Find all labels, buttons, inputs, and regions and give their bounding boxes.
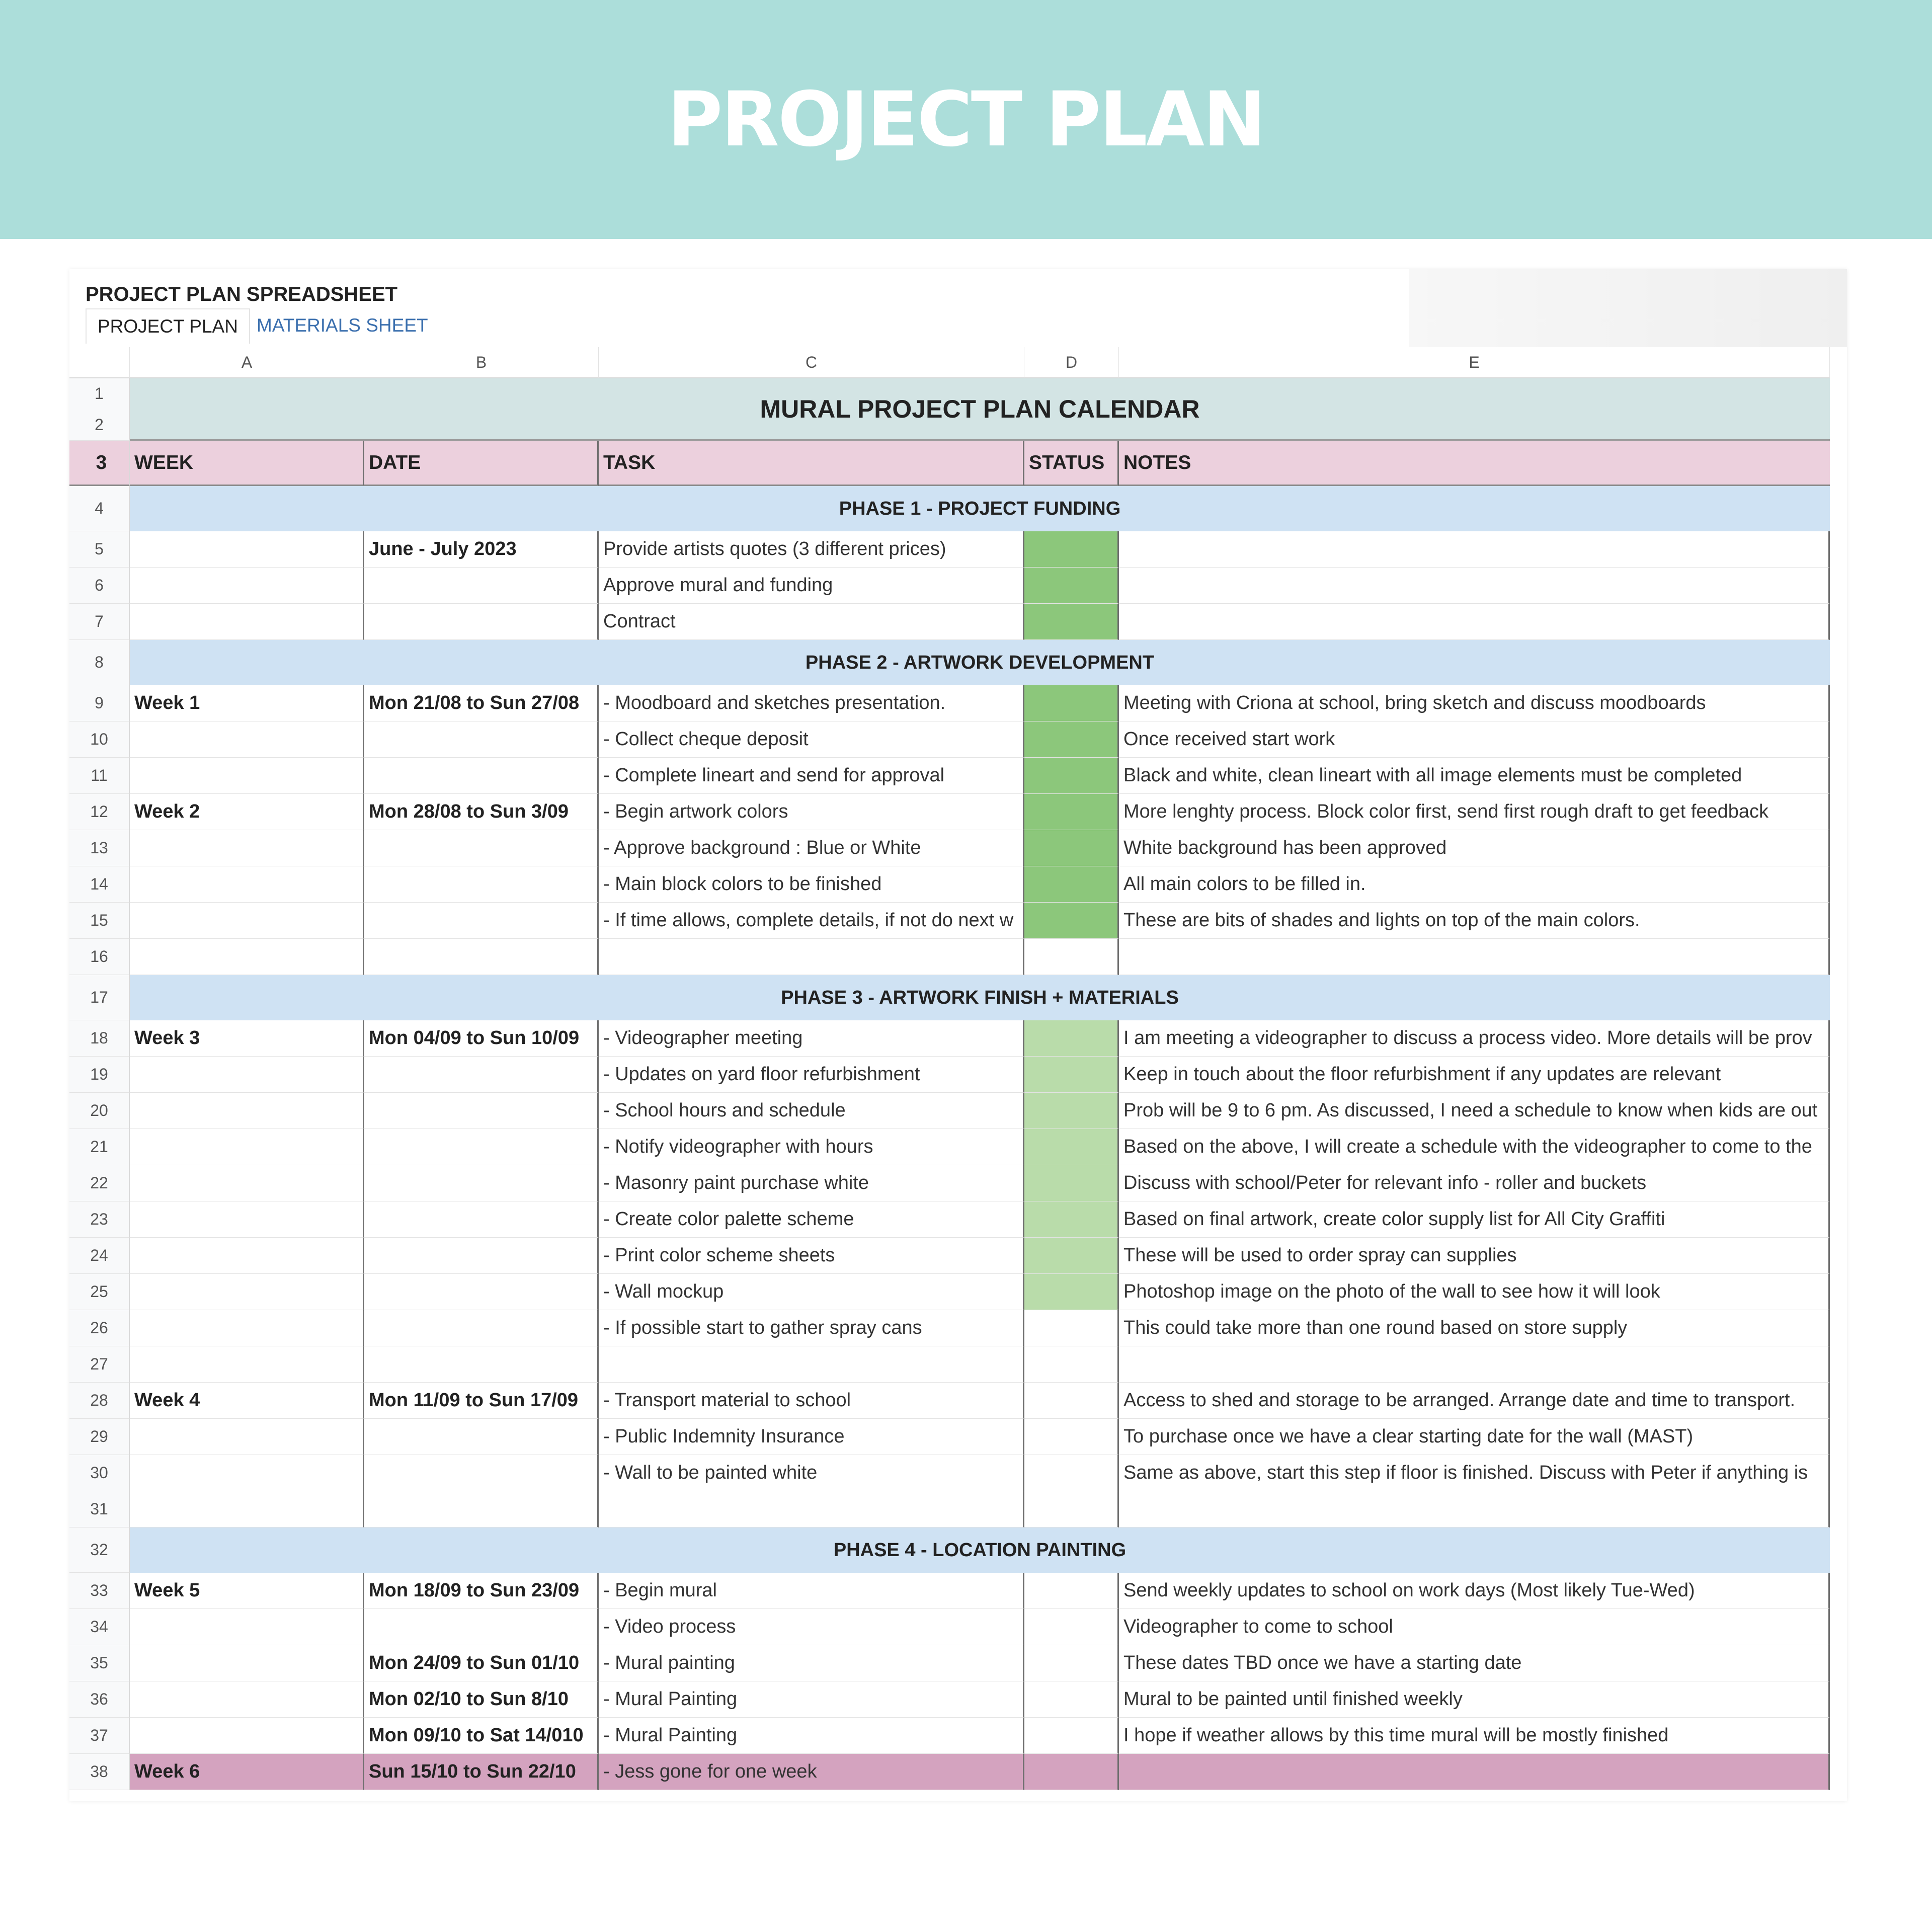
sheet-row xyxy=(69,604,1847,640)
sheet-row xyxy=(69,830,1847,866)
sheet-header xyxy=(69,269,1847,350)
date-cell[interactable]: Mon 28/08 to Sun 3/09 xyxy=(364,794,599,830)
status-cell[interactable] xyxy=(1024,531,1119,568)
notes-cell[interactable]: More lenghty process. Block color first, send first rough draft to get feedback xyxy=(1119,794,1830,830)
week-cell[interactable] xyxy=(130,1165,364,1201)
column-title-date[interactable]: DATE xyxy=(364,441,599,486)
week-cell[interactable] xyxy=(130,1057,364,1093)
row-number[interactable]: 8 xyxy=(69,640,130,685)
row-number[interactable]: 7 xyxy=(69,604,130,640)
sheet-row xyxy=(69,1057,1847,1093)
phase-heading: PHASE 3 - ARTWORK FINISH + MATERIALS xyxy=(130,975,1830,1020)
date-cell[interactable] xyxy=(364,939,599,975)
sheet-row xyxy=(69,1419,1847,1455)
status-cell[interactable] xyxy=(1024,1383,1119,1419)
sheet-row xyxy=(69,1455,1847,1491)
sheet-row xyxy=(69,794,1847,830)
date-cell[interactable]: Mon 11/09 to Sun 17/09 xyxy=(364,1383,599,1419)
date-cell[interactable] xyxy=(364,604,599,640)
date-cell[interactable] xyxy=(364,1491,599,1527)
task-cell[interactable]: - Wall mockup xyxy=(599,1274,1024,1310)
column-header-row xyxy=(69,347,1847,378)
status-cell[interactable] xyxy=(1024,1609,1119,1645)
week-cell[interactable] xyxy=(130,1681,364,1718)
task-cell[interactable] xyxy=(599,1346,1024,1383)
row-number[interactable]: 36 xyxy=(69,1681,130,1718)
sheet-row xyxy=(69,1310,1847,1346)
task-cell[interactable]: - Notify videographer with hours xyxy=(599,1129,1024,1165)
week-cell[interactable] xyxy=(130,866,364,903)
task-cell[interactable]: - Masonry paint purchase white xyxy=(599,1165,1024,1201)
notes-cell[interactable]: All main colors to be filled in. xyxy=(1119,866,1830,903)
date-cell[interactable]: Mon 09/10 to Sat 14/010 xyxy=(364,1718,599,1754)
sheet-row xyxy=(69,1527,1847,1573)
corner-cell[interactable] xyxy=(69,347,130,378)
task-cell[interactable]: - Complete lineart and send for approval xyxy=(599,758,1024,794)
date-cell[interactable]: Mon 21/08 to Sun 27/08 xyxy=(364,685,599,721)
column-header-e[interactable]: E xyxy=(1119,347,1830,378)
row-number[interactable]: 5 xyxy=(69,531,130,568)
week-cell[interactable]: Week 1 xyxy=(130,685,364,721)
row-number[interactable]: 20 xyxy=(69,1093,130,1129)
row-number[interactable]: 34 xyxy=(69,1609,130,1645)
row-number[interactable]: 29 xyxy=(69,1419,130,1455)
tab-project-plan[interactable]: PROJECT PLAN xyxy=(86,308,250,344)
notes-cell[interactable]: Discuss with school/Peter for relevant info - roller and buckets xyxy=(1119,1165,1830,1201)
calendar-title: MURAL PROJECT PLAN CALENDAR xyxy=(130,378,1830,441)
date-cell[interactable] xyxy=(364,568,599,604)
date-cell[interactable]: Mon 18/09 to Sun 23/09 xyxy=(364,1573,599,1609)
status-cell[interactable] xyxy=(1024,685,1119,721)
week-cell[interactable]: Week 4 xyxy=(130,1383,364,1419)
task-cell[interactable]: - Wall to be painted white xyxy=(599,1455,1024,1491)
row-number[interactable]: 31 xyxy=(69,1491,130,1527)
task-cell[interactable]: - Mural Painting xyxy=(599,1718,1024,1754)
week-cell[interactable] xyxy=(130,1609,364,1645)
tab-materials-sheet[interactable]: MATERIALS SHEET xyxy=(257,315,428,336)
week-cell[interactable] xyxy=(130,604,364,640)
sheet-row xyxy=(69,486,1847,531)
week-cell[interactable] xyxy=(130,1129,364,1165)
row-number[interactable]: 35 xyxy=(69,1645,130,1681)
row-number[interactable]: 14 xyxy=(69,866,130,903)
week-cell[interactable] xyxy=(130,830,364,866)
date-cell[interactable]: Mon 02/10 to Sun 8/10 xyxy=(364,1681,599,1718)
row-number[interactable]: 9 xyxy=(69,685,130,721)
week-cell[interactable]: Week 3 xyxy=(130,1020,364,1057)
date-cell[interactable] xyxy=(364,1310,599,1346)
notes-cell[interactable]: Photoshop image on the photo of the wall to see how it will look xyxy=(1119,1274,1830,1310)
sheet-row xyxy=(69,1383,1847,1419)
sheet-row xyxy=(69,1020,1847,1057)
row-number-label: 1 xyxy=(95,384,104,403)
sheet-row xyxy=(69,1573,1847,1609)
status-cell[interactable] xyxy=(1024,1573,1119,1609)
status-cell[interactable] xyxy=(1024,604,1119,640)
sheet-row xyxy=(69,1129,1847,1165)
header-banner xyxy=(0,0,1932,239)
status-cell[interactable] xyxy=(1024,1165,1119,1201)
task-cell[interactable]: - Collect cheque deposit xyxy=(599,721,1024,758)
row-number[interactable]: 27 xyxy=(69,1346,130,1383)
row-number[interactable]: 3 xyxy=(69,441,130,486)
week-cell[interactable] xyxy=(130,1238,364,1274)
task-cell[interactable]: - Begin mural xyxy=(599,1573,1024,1609)
sheet-row xyxy=(69,1093,1847,1129)
status-cell[interactable] xyxy=(1024,1419,1119,1455)
task-cell[interactable]: - Create color palette scheme xyxy=(599,1201,1024,1238)
status-cell[interactable] xyxy=(1024,1274,1119,1310)
notes-cell[interactable]: Meeting with Criona at school, bring sketch and discuss moodboards xyxy=(1119,685,1830,721)
notes-cell[interactable] xyxy=(1119,531,1830,568)
date-cell[interactable]: Mon 04/09 to Sun 10/09 xyxy=(364,1020,599,1057)
notes-cell[interactable]: Same as above, start this step if floor is finished. Discuss with Peter if anything is xyxy=(1119,1455,1830,1491)
toolbar-shade xyxy=(1409,269,1847,347)
task-cell[interactable]: - Mural painting xyxy=(599,1645,1024,1681)
week-cell[interactable] xyxy=(130,1274,364,1310)
task-cell[interactable]: - Approve background : Blue or White xyxy=(599,830,1024,866)
row-number[interactable]: 4 xyxy=(69,486,130,531)
row-number[interactable]: 21 xyxy=(69,1129,130,1165)
status-cell[interactable] xyxy=(1024,1645,1119,1681)
notes-cell[interactable]: This could take more than one round based on store supply xyxy=(1119,1310,1830,1346)
task-cell[interactable] xyxy=(599,939,1024,975)
row-number[interactable]: 18 xyxy=(69,1020,130,1057)
task-cell[interactable]: - Moodboard and sketches presentation. xyxy=(599,685,1024,721)
row-number-label: 2 xyxy=(95,415,104,434)
status-cell[interactable] xyxy=(1024,1238,1119,1274)
row-number[interactable]: 19 xyxy=(69,1057,130,1093)
notes-cell[interactable] xyxy=(1119,1754,1830,1790)
task-cell[interactable] xyxy=(599,1491,1024,1527)
status-cell[interactable] xyxy=(1024,1201,1119,1238)
week-cell[interactable] xyxy=(130,1455,364,1491)
date-cell[interactable]: Mon 24/09 to Sun 01/10 xyxy=(364,1645,599,1681)
sheet-row xyxy=(69,721,1847,758)
notes-cell[interactable]: Once received start work xyxy=(1119,721,1830,758)
sheet-row xyxy=(69,1681,1847,1718)
notes-cell[interactable]: Prob will be 9 to 6 pm. As discussed, I need a schedule to know when kids are out xyxy=(1119,1093,1830,1129)
status-cell[interactable] xyxy=(1024,1455,1119,1491)
status-cell[interactable] xyxy=(1024,1346,1119,1383)
column-title-task[interactable]: TASK xyxy=(599,441,1024,486)
status-cell[interactable] xyxy=(1024,1020,1119,1057)
week-cell[interactable] xyxy=(130,758,364,794)
task-cell[interactable]: - Public Indemnity Insurance xyxy=(599,1419,1024,1455)
sheet-row xyxy=(69,866,1847,903)
status-cell[interactable] xyxy=(1024,830,1119,866)
date-cell[interactable] xyxy=(364,1165,599,1201)
sheet-row xyxy=(69,568,1847,604)
task-cell[interactable]: Provide artists quotes (3 different prices) xyxy=(599,531,1024,568)
task-cell[interactable]: - Updates on yard floor refurbishment xyxy=(599,1057,1024,1093)
date-cell[interactable] xyxy=(364,1057,599,1093)
task-cell[interactable]: - If time allows, complete details, if not do next w xyxy=(599,903,1024,939)
week-cell[interactable] xyxy=(130,1093,364,1129)
date-cell[interactable]: Sun 15/10 to Sun 22/10 xyxy=(364,1754,599,1790)
date-cell[interactable] xyxy=(364,1346,599,1383)
sheet-row xyxy=(69,1346,1847,1383)
notes-cell[interactable]: Black and white, clean lineart with all image elements must be completed xyxy=(1119,758,1830,794)
sheet-row xyxy=(69,531,1847,568)
notes-cell[interactable] xyxy=(1119,604,1830,640)
date-cell[interactable] xyxy=(364,721,599,758)
date-cell[interactable] xyxy=(364,830,599,866)
notes-cell[interactable]: These dates TBD once we have a starting date xyxy=(1119,1645,1830,1681)
week-cell[interactable] xyxy=(130,1346,364,1383)
column-title-notes[interactable]: NOTES xyxy=(1119,441,1830,486)
notes-cell[interactable]: To purchase once we have a clear starting date for the wall (MAST) xyxy=(1119,1419,1830,1455)
spreadsheet-grid xyxy=(69,347,1847,1790)
task-cell[interactable]: - Print color scheme sheets xyxy=(599,1238,1024,1274)
notes-cell[interactable]: Access to shed and storage to be arranged. Arrange date and time to transport. xyxy=(1119,1383,1830,1419)
notes-cell[interactable]: White background has been approved xyxy=(1119,830,1830,866)
date-cell[interactable] xyxy=(364,1093,599,1129)
status-cell[interactable] xyxy=(1024,939,1119,975)
row-number[interactable]: 16 xyxy=(69,939,130,975)
column-header-c[interactable]: C xyxy=(599,347,1024,378)
notes-cell[interactable]: Keep in touch about the floor refurbishment if any updates are relevant xyxy=(1119,1057,1830,1093)
column-title-week[interactable]: WEEK xyxy=(130,441,364,486)
sheet-row xyxy=(69,640,1847,685)
notes-cell[interactable]: I am meeting a videographer to discuss a process video. More details will be prov xyxy=(1119,1020,1830,1057)
sheet-row xyxy=(69,939,1847,975)
task-cell[interactable]: Contract xyxy=(599,604,1024,640)
status-cell[interactable] xyxy=(1024,1057,1119,1093)
sheet-title: PROJECT PLAN SPREADSHEET xyxy=(86,283,398,305)
row-number[interactable]: 13 xyxy=(69,830,130,866)
date-cell[interactable] xyxy=(364,1455,599,1491)
status-cell[interactable] xyxy=(1024,758,1119,794)
status-cell[interactable] xyxy=(1024,1093,1119,1129)
notes-cell[interactable] xyxy=(1119,939,1830,975)
sheet-row xyxy=(69,685,1847,721)
sheet-row xyxy=(69,1274,1847,1310)
sheet-row xyxy=(69,1645,1847,1681)
status-cell[interactable] xyxy=(1024,1718,1119,1754)
notes-cell[interactable]: These are bits of shades and lights on top of the main colors. xyxy=(1119,903,1830,939)
row-number[interactable] xyxy=(69,378,130,441)
task-cell[interactable]: - Begin artwork colors xyxy=(599,794,1024,830)
sheet-row xyxy=(69,1238,1847,1274)
sheet-row xyxy=(69,1201,1847,1238)
row-number[interactable]: 26 xyxy=(69,1310,130,1346)
column-header-b[interactable]: B xyxy=(364,347,599,378)
status-cell[interactable] xyxy=(1024,866,1119,903)
task-cell[interactable]: - School hours and schedule xyxy=(599,1093,1024,1129)
week-cell[interactable] xyxy=(130,1491,364,1527)
spreadsheet xyxy=(69,269,1847,1801)
sheet-row xyxy=(69,1491,1847,1527)
row-number[interactable]: 10 xyxy=(69,721,130,758)
row-number[interactable]: 22 xyxy=(69,1165,130,1201)
notes-cell[interactable]: Based on final artwork, create color supply list for All City Graffiti xyxy=(1119,1201,1830,1238)
status-cell[interactable] xyxy=(1024,903,1119,939)
week-cell[interactable] xyxy=(130,1645,364,1681)
sheet-row xyxy=(69,1165,1847,1201)
task-cell[interactable]: Approve mural and funding xyxy=(599,568,1024,604)
date-cell[interactable] xyxy=(364,758,599,794)
date-cell[interactable] xyxy=(364,1609,599,1645)
sheet-row xyxy=(69,441,1847,486)
row-number[interactable]: 12 xyxy=(69,794,130,830)
notes-cell[interactable]: Based on the above, I will create a schedule with the videographer to come to the xyxy=(1119,1129,1830,1165)
status-cell[interactable] xyxy=(1024,568,1119,604)
status-cell[interactable] xyxy=(1024,1754,1119,1790)
task-cell[interactable]: - Jess gone for one week xyxy=(599,1754,1024,1790)
status-cell[interactable] xyxy=(1024,1681,1119,1718)
week-cell[interactable] xyxy=(130,568,364,604)
row-number[interactable]: 37 xyxy=(69,1718,130,1754)
sheet-row xyxy=(69,1754,1847,1790)
date-cell[interactable] xyxy=(364,1129,599,1165)
week-cell[interactable]: Week 2 xyxy=(130,794,364,830)
sheet-row xyxy=(69,1718,1847,1754)
week-cell[interactable]: Week 5 xyxy=(130,1573,364,1609)
row-number[interactable]: 15 xyxy=(69,903,130,939)
task-cell[interactable]: - Video process xyxy=(599,1609,1024,1645)
row-number[interactable]: 23 xyxy=(69,1201,130,1238)
row-number[interactable]: 30 xyxy=(69,1455,130,1491)
row-number[interactable]: 24 xyxy=(69,1238,130,1274)
status-cell[interactable] xyxy=(1024,1129,1119,1165)
sheet-row xyxy=(69,758,1847,794)
row-number[interactable]: 32 xyxy=(69,1527,130,1573)
notes-cell[interactable] xyxy=(1119,1346,1830,1383)
notes-cell[interactable]: Send weekly updates to school on work days (Most likely Tue-Wed) xyxy=(1119,1573,1830,1609)
task-cell[interactable]: - Videographer meeting xyxy=(599,1020,1024,1057)
status-cell[interactable] xyxy=(1024,1310,1119,1346)
task-cell[interactable]: - If possible start to gather spray cans xyxy=(599,1310,1024,1346)
notes-cell[interactable]: Videographer to come to school xyxy=(1119,1609,1830,1645)
status-cell[interactable] xyxy=(1024,794,1119,830)
week-cell[interactable] xyxy=(130,721,364,758)
sheet-row xyxy=(69,378,1847,441)
date-cell[interactable] xyxy=(364,903,599,939)
task-cell[interactable]: - Mural Painting xyxy=(599,1681,1024,1718)
sheet-row xyxy=(69,903,1847,939)
task-cell[interactable]: - Main block colors to be finished xyxy=(599,866,1024,903)
week-cell[interactable]: Week 6 xyxy=(130,1754,364,1790)
notes-cell[interactable]: I hope if weather allows by this time mural will be mostly finished xyxy=(1119,1718,1830,1754)
notes-cell[interactable] xyxy=(1119,568,1830,604)
row-number[interactable]: 17 xyxy=(69,975,130,1020)
notes-cell[interactable]: Mural to be painted until finished weekly xyxy=(1119,1681,1830,1718)
week-cell[interactable] xyxy=(130,903,364,939)
phase-heading: PHASE 4 - LOCATION PAINTING xyxy=(130,1527,1830,1573)
task-cell[interactable]: - Transport material to school xyxy=(599,1383,1024,1419)
banner-title: PROJECT PLAN xyxy=(667,75,1265,164)
date-cell[interactable] xyxy=(364,1201,599,1238)
column-header-d[interactable]: D xyxy=(1024,347,1119,378)
date-cell[interactable] xyxy=(364,1419,599,1455)
phase-heading: PHASE 1 - PROJECT FUNDING xyxy=(130,486,1830,531)
phase-heading: PHASE 2 - ARTWORK DEVELOPMENT xyxy=(130,640,1830,685)
row-number[interactable]: 25 xyxy=(69,1274,130,1310)
row-number[interactable]: 33 xyxy=(69,1573,130,1609)
week-cell[interactable] xyxy=(130,1419,364,1455)
row-number[interactable]: 38 xyxy=(69,1754,130,1790)
week-cell[interactable] xyxy=(130,939,364,975)
date-cell[interactable]: June - July 2023 xyxy=(364,531,599,568)
notes-cell[interactable]: These will be used to order spray can supplies xyxy=(1119,1238,1830,1274)
week-cell[interactable] xyxy=(130,1718,364,1754)
week-cell[interactable] xyxy=(130,1310,364,1346)
date-cell[interactable] xyxy=(364,1274,599,1310)
sheet-row xyxy=(69,1609,1847,1645)
date-cell[interactable] xyxy=(364,1238,599,1274)
column-header-a[interactable]: A xyxy=(130,347,364,378)
row-number[interactable]: 6 xyxy=(69,568,130,604)
status-cell[interactable] xyxy=(1024,1491,1119,1527)
week-cell[interactable] xyxy=(130,531,364,568)
sheet-row xyxy=(69,975,1847,1020)
status-cell[interactable] xyxy=(1024,721,1119,758)
notes-cell[interactable] xyxy=(1119,1491,1830,1527)
column-title-status[interactable]: STATUS xyxy=(1024,441,1119,486)
row-number[interactable]: 11 xyxy=(69,758,130,794)
week-cell[interactable] xyxy=(130,1201,364,1238)
date-cell[interactable] xyxy=(364,866,599,903)
row-number[interactable]: 28 xyxy=(69,1383,130,1419)
